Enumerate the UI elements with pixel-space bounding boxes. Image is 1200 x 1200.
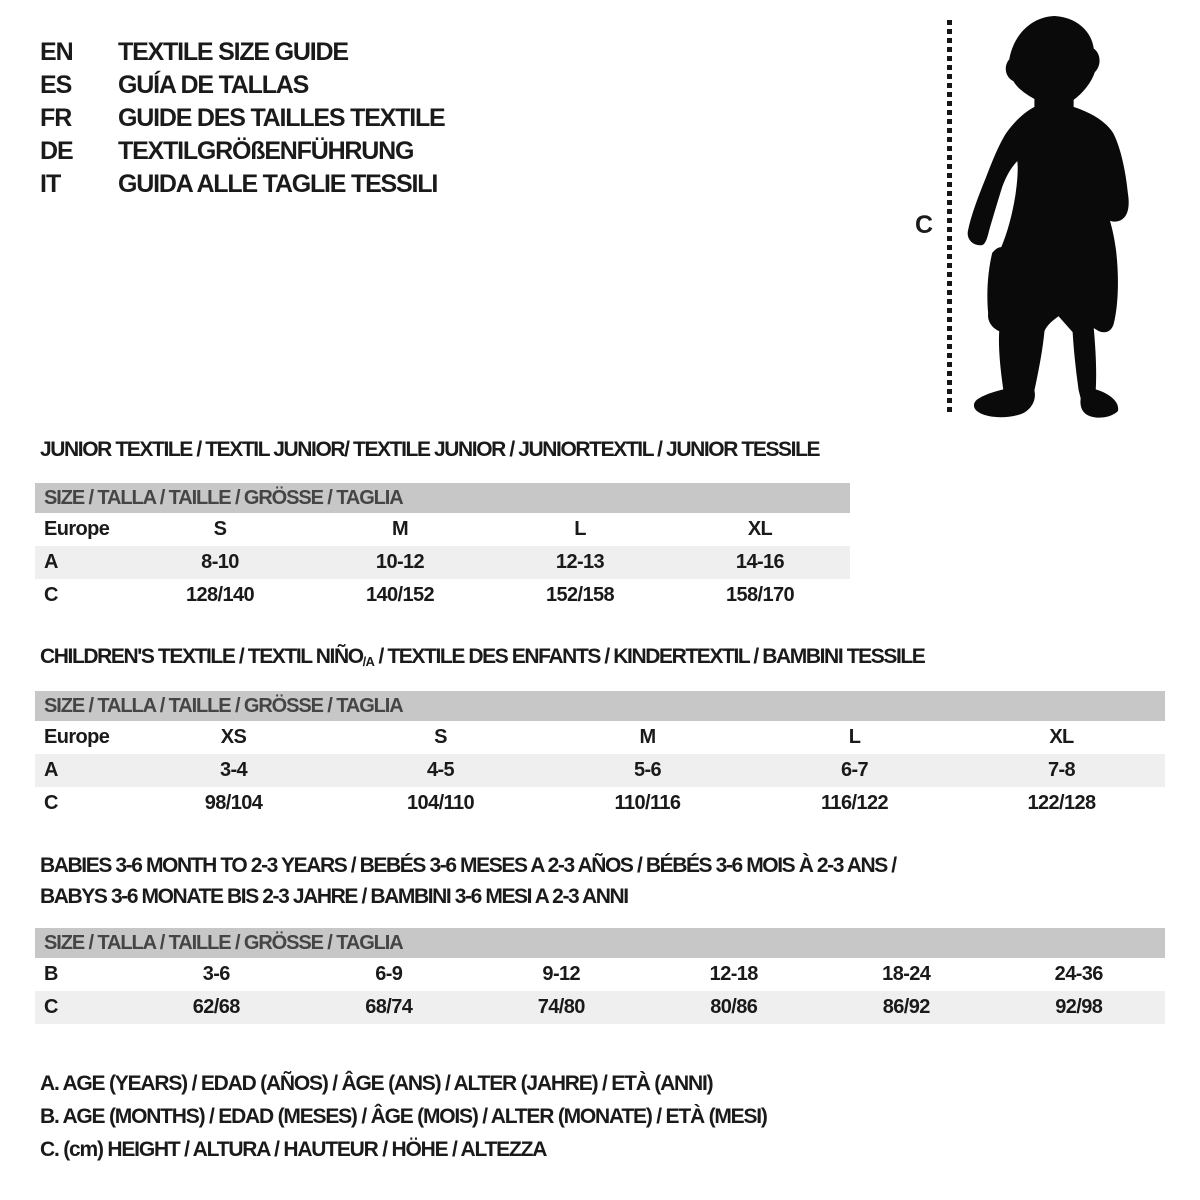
children-title-text: CHILDREN'S TEXTILE / TEXTIL NIÑO (40, 645, 363, 668)
table-row-height (35, 991, 1165, 1024)
size-cell: XL (747, 518, 773, 540)
guide-title: TEXTILE SIZE GUIDE (118, 38, 348, 66)
size-header-bar: SIZE / TALLA / TAILLE / GRÖSSE / TAGLIA (35, 928, 1165, 958)
children-section-title (40, 645, 924, 671)
months-cell: 12-18 (709, 963, 758, 985)
language-code: IT (40, 170, 61, 198)
junior-size-table (35, 483, 850, 612)
age-cell: 10-12 (375, 551, 425, 573)
table-row-height (35, 579, 850, 612)
table-row-europe (35, 513, 850, 546)
size-cell: L (848, 726, 861, 748)
height-cell: 98/104 (204, 792, 263, 814)
language-code: ES (40, 71, 72, 99)
row-label: Europe (44, 726, 110, 748)
height-cell: 74/80 (537, 996, 585, 1018)
language-row (40, 102, 445, 135)
table-row-europe (35, 721, 1165, 754)
height-cell: 86/92 (882, 996, 930, 1018)
height-measure-label: C (915, 211, 934, 239)
height-dashed-line (947, 20, 952, 416)
size-cell: XS (220, 726, 247, 748)
size-cell: XL (1049, 726, 1074, 748)
children-size-table (35, 691, 1165, 820)
months-cell: 24-36 (1054, 963, 1103, 985)
age-cell: 4-5 (426, 759, 455, 781)
height-cell: 104/110 (407, 792, 474, 814)
table-row-age (35, 546, 850, 579)
size-header-bar: SIZE / TALLA / TAILLE / GRÖSSE / TAGLIA (35, 483, 850, 513)
size-cell: S (213, 518, 227, 540)
table-row-height (35, 787, 1165, 820)
legend-line-a: A. AGE (YEARS) / EDAD (AÑOS) / ÂGE (ANS) / ALTER (JAHRE) / ETÀ (ANNI) (40, 1072, 713, 1095)
row-label: C (44, 792, 58, 814)
language-code: DE (40, 137, 73, 165)
language-row (40, 135, 445, 168)
toddler-silhouette-icon (962, 12, 1138, 422)
size-header-bar: SIZE / TALLA / TAILLE / GRÖSSE / TAGLIA (35, 691, 1165, 721)
height-cell: 110/116 (614, 792, 681, 814)
row-label: C (44, 996, 58, 1018)
table-row-age (35, 754, 1165, 787)
height-cell: 152/158 (545, 584, 615, 606)
babies-size-table (35, 928, 1165, 1024)
children-title-subscript: /A (362, 654, 375, 669)
months-cell: 9-12 (542, 963, 581, 985)
language-code: FR (40, 104, 72, 132)
size-cell: M (391, 518, 409, 540)
table-row-months (35, 958, 1165, 991)
children-title-text: / TEXTILE DES ENFANTS / KINDERTEXTIL / BAMBINI TESSILE (374, 645, 925, 668)
language-title-block (40, 36, 445, 201)
language-row (40, 36, 445, 69)
height-cell: 122/128 (1027, 792, 1096, 814)
measure-legend (40, 1067, 767, 1166)
age-cell: 12-13 (555, 551, 605, 573)
guide-title: TEXTILGRÖßENFÜHRUNG (118, 137, 414, 165)
row-label: C (44, 584, 58, 606)
language-row (40, 168, 445, 201)
months-cell: 3-6 (202, 963, 230, 985)
height-cell: 92/98 (1055, 996, 1103, 1018)
height-cell: 128/140 (185, 584, 255, 606)
age-cell: 6-7 (840, 759, 869, 781)
age-cell: 5-6 (633, 759, 662, 781)
height-cell: 116/122 (821, 792, 888, 814)
months-cell: 6-9 (375, 963, 403, 985)
age-cell: 3-4 (219, 759, 248, 781)
age-cell: 8-10 (201, 551, 239, 573)
guide-title: GUIDE DES TAILLES TEXTILE (118, 104, 445, 132)
height-cell: 140/152 (365, 584, 435, 606)
size-cell: L (574, 518, 586, 540)
guide-title: GUIDA ALLE TAGLIE TESSILI (118, 170, 438, 198)
babies-title-line2: BABYS 3-6 MONATE BIS 2-3 JAHRE / BAMBINI 3-6 MESI A 2-3 ANNI (40, 885, 628, 908)
row-label: A (44, 759, 58, 781)
row-label: B (44, 963, 58, 985)
row-label: A (44, 551, 58, 573)
guide-title: GUÍA DE TALLAS (118, 71, 309, 99)
language-row (40, 69, 445, 102)
months-cell: 18-24 (882, 963, 931, 985)
height-cell: 68/74 (365, 996, 413, 1018)
age-cell: 7-8 (1047, 759, 1076, 781)
babies-section-title (40, 850, 896, 912)
legend-line-b: B. AGE (MONTHS) / EDAD (MESES) / ÂGE (MOIS) / ALTER (MONATE) / ETÀ (MESI) (40, 1105, 767, 1128)
row-label: Europe (44, 518, 110, 540)
height-cell: 62/68 (192, 996, 240, 1018)
babies-title-line1: BABIES 3-6 MONTH TO 2-3 YEARS / BEBÉS 3-6 MESES A 2-3 AÑOS / BÉBÉS 3-6 MOIS À 2-3 ANS / (40, 854, 896, 877)
height-cell: 80/86 (710, 996, 758, 1018)
language-code: EN (40, 38, 73, 66)
junior-section-title: JUNIOR TEXTILE / TEXTIL JUNIOR/ TEXTILE JUNIOR / JUNIORTEXTIL / JUNIOR TESSILE (40, 438, 820, 461)
size-cell: M (639, 726, 656, 748)
age-cell: 14-16 (735, 551, 785, 573)
size-cell: S (434, 726, 447, 748)
legend-line-c: C. (cm) HEIGHT / ALTURA / HAUTEUR / HÖHE / ALTEZZA (40, 1138, 547, 1161)
height-cell: 158/170 (725, 584, 795, 606)
